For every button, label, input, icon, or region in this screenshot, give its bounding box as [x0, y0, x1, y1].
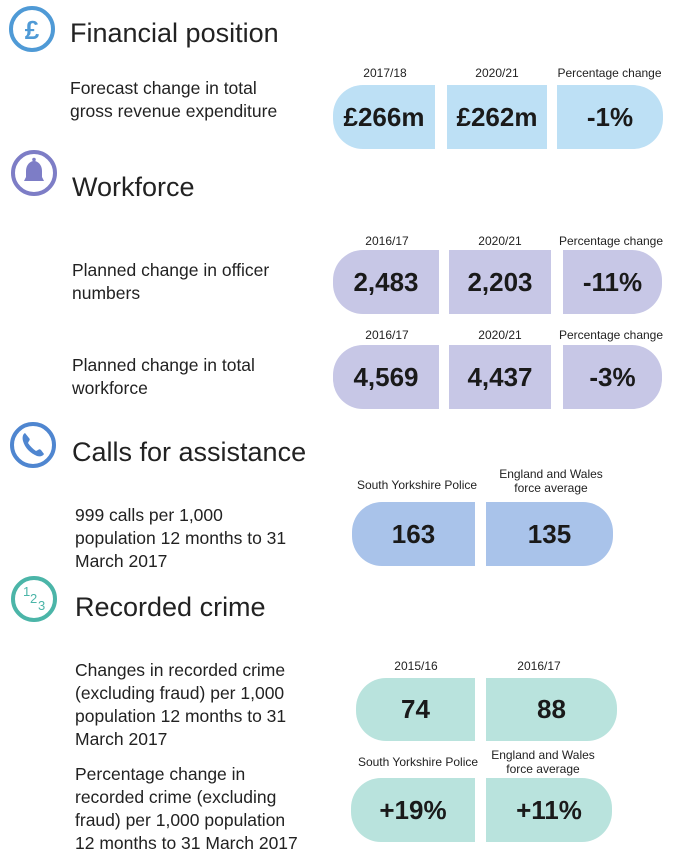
crime-percentage-description: Percentage change in recorded crime (excluding fraud) per 1,000 population 12 months to 31 March 2017	[75, 764, 298, 853]
total-workforce-description: Planned change in total workforce	[72, 355, 255, 398]
officers-value-1: 2,483	[333, 250, 439, 314]
financial-value-2: £262m	[447, 85, 547, 149]
total-value-1: 4,569	[333, 345, 439, 409]
total-label-1: 2016/17	[365, 328, 409, 342]
numbers-icon	[9, 574, 59, 624]
crime-title: Recorded crime	[75, 592, 266, 622]
total-value-3: -3%	[563, 345, 662, 409]
crime-percentage-label-sy: South Yorkshire Police	[357, 755, 479, 769]
crime-change-description: Changes in recorded crime (excluding fraud) per 1,000 population 12 months to 31 March 2017	[75, 660, 287, 749]
crime-change-value-2: 88	[486, 678, 617, 741]
calls-label-sy: South Yorkshire Police	[356, 478, 478, 492]
crime-change-label-1: 2015/16	[394, 659, 438, 673]
svg-text:£: £	[24, 15, 40, 45]
financial-label-3: Percentage change	[557, 66, 662, 80]
calls-title: Calls for assistance	[72, 437, 307, 467]
crime-percentage-value-sy: +19%	[351, 778, 475, 842]
financial-label-2: 2020/21	[475, 66, 519, 80]
phone-icon	[8, 420, 58, 470]
officers-label-3: Percentage change	[558, 234, 664, 248]
financial-label-1: 2017/18	[363, 66, 407, 80]
officers-label-1: 2016/17	[365, 234, 409, 248]
total-label-3: Percentage change	[558, 328, 664, 342]
calls-label-ew: England and Wales force average	[499, 467, 603, 495]
officers-value-3: -11%	[563, 250, 662, 314]
financial-value-1: £266m	[333, 85, 435, 149]
pound-icon	[7, 4, 57, 54]
calls-value-ew: 135	[486, 502, 613, 566]
officers-label-2: 2020/21	[478, 234, 522, 248]
calls-value-sy: 163	[352, 502, 475, 566]
svg-text:1: 1	[23, 584, 31, 599]
total-value-2: 4,437	[449, 345, 551, 409]
crime-percentage-value-ew: +11%	[486, 778, 612, 842]
crime-change-label-2: 2016/17	[517, 659, 561, 673]
officers-description: Planned change in officer numbers	[72, 260, 270, 303]
crime-percentage-label-ew: England and Wales force average	[491, 748, 595, 776]
svg-text:3: 3	[38, 598, 46, 613]
bell-icon	[9, 148, 59, 198]
total-label-2: 2020/21	[478, 328, 522, 342]
svg-text:2: 2	[30, 591, 38, 606]
financial-title: Financial position	[70, 18, 279, 48]
officers-value-2: 2,203	[449, 250, 551, 314]
workforce-title: Workforce	[72, 172, 195, 202]
financial-description: Forecast change in total gross revenue expenditure	[70, 78, 278, 121]
financial-value-3: -1%	[557, 85, 663, 149]
calls-description: 999 calls per 1,000 population 12 months to 31 March 2017	[75, 505, 287, 571]
crime-change-value-1: 74	[356, 678, 475, 741]
